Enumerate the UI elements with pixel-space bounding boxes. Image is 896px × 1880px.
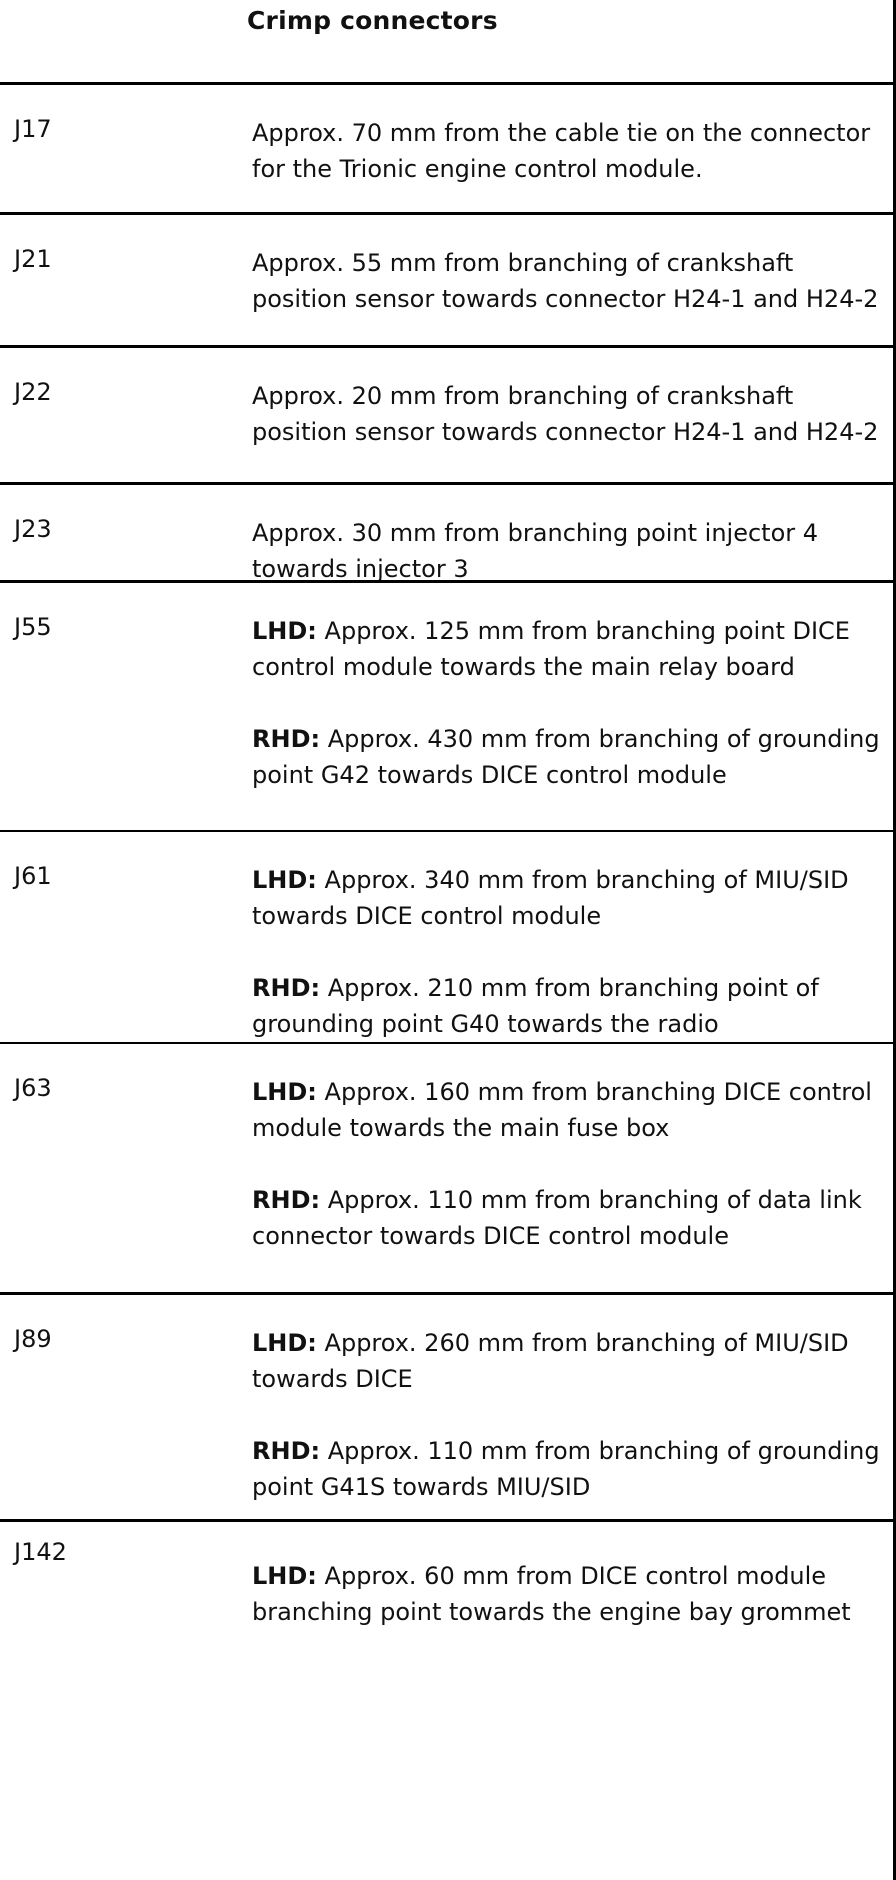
description-text: Approx. 110 mm from branching of grounding point G41S towards MIU/SID (252, 1437, 880, 1501)
connector-code: J55 (14, 613, 52, 641)
description-paragraph (252, 245, 888, 317)
description-text: Approx. 55 mm from branching of crankshaft position sensor towards connector H24-1 and H24-2 (252, 249, 879, 313)
table-row (0, 212, 893, 345)
description-paragraph (252, 721, 888, 793)
drive-side-label: LHD: (252, 866, 317, 894)
connector-code: J21 (14, 245, 52, 273)
description-text: Approx. 60 mm from DICE control module branching point towards the engine bay grommet (252, 1562, 851, 1626)
description-text: Approx. 70 mm from the cable tie on the connector for the Trionic engine control module. (252, 119, 871, 183)
description-paragraph (252, 1325, 888, 1397)
connector-code: J22 (14, 378, 52, 406)
drive-side-label: RHD: (252, 1437, 321, 1465)
connector-description (252, 1325, 888, 1505)
description-text: Approx. 260 mm from branching of MIU/SID towards DICE (252, 1329, 849, 1393)
description-paragraph (252, 515, 888, 587)
connector-code: J142 (14, 1538, 67, 1566)
table-row (0, 1292, 893, 1519)
description-paragraph (252, 862, 888, 934)
table-row (0, 580, 893, 830)
description-paragraph (252, 1074, 888, 1146)
connector-code: J61 (14, 862, 52, 890)
table-row (0, 830, 893, 1042)
description-text: Approx. 430 mm from branching of grounding point G42 towards DICE control module (252, 725, 880, 789)
drive-side-label: LHD: (252, 1078, 317, 1106)
description-text: Approx. 125 mm from branching point DICE control module towards the main relay board (252, 617, 850, 681)
description-paragraph (252, 1433, 888, 1505)
table-row (0, 345, 893, 482)
description-text: Approx. 30 mm from branching point injector 4 towards injector 3 (252, 519, 819, 583)
connector-description (252, 1074, 888, 1254)
description-paragraph (252, 970, 888, 1042)
connector-description (252, 378, 888, 450)
description-paragraph (252, 613, 888, 685)
drive-side-label: RHD: (252, 1186, 321, 1214)
connector-description (252, 1558, 888, 1630)
table-row (0, 1042, 893, 1292)
description-text: Approx. 340 mm from branching of MIU/SID towards DICE control module (252, 866, 849, 930)
table-row (0, 82, 893, 212)
connector-description (252, 245, 888, 317)
drive-side-label: RHD: (252, 974, 321, 1002)
description-text: Approx. 160 mm from branching DICE control module towards the main fuse box (252, 1078, 872, 1142)
connector-description (252, 613, 888, 793)
drive-side-label: LHD: (252, 1562, 317, 1590)
connector-code: J89 (14, 1325, 52, 1353)
description-paragraph (252, 1182, 888, 1254)
page-title: Crimp connectors (247, 6, 498, 35)
description-text: Approx. 110 mm from branching of data link connector towards DICE control module (252, 1186, 862, 1250)
table-row (0, 1519, 893, 1759)
connector-table (0, 82, 893, 1759)
description-paragraph (252, 378, 888, 450)
description-text: Approx. 20 mm from branching of crankshaft position sensor towards connector H24-1 and H24-2 (252, 382, 879, 446)
drive-side-label: RHD: (252, 725, 321, 753)
connector-code: J63 (14, 1074, 52, 1102)
table-row (0, 482, 893, 583)
drive-side-label: LHD: (252, 1329, 317, 1357)
connector-code: J23 (14, 515, 52, 543)
description-paragraph (252, 115, 888, 187)
connector-code: J17 (14, 115, 52, 143)
connector-description (252, 862, 888, 1042)
connector-description (252, 515, 888, 587)
description-text: Approx. 210 mm from branching point of grounding point G40 towards the radio (252, 974, 819, 1038)
description-paragraph (252, 1558, 888, 1630)
drive-side-label: LHD: (252, 617, 317, 645)
connector-description (252, 115, 888, 187)
